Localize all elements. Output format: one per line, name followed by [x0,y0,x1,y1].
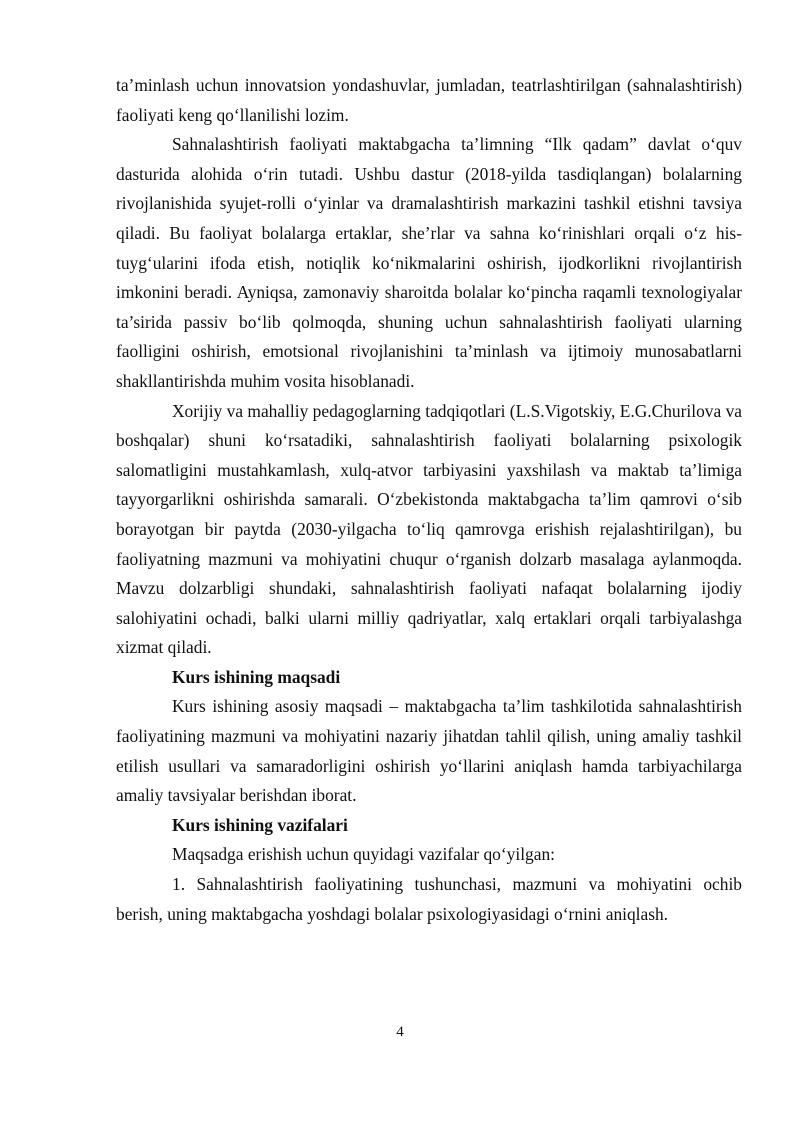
paragraph-research: Xorijiy va mahalliy pedagoglarning tadqiqotlari (L.S.Vigotskiy, E.G.Churilova va boshqalar) shuni ko‘rsatadiki, sahnalashtirish faoliyati bolalarning psixologik salomatligini mustahkamlash, xulq-atvor tarbiyasini yaxshilash va maktab ta’limiga tayyorgarlikni oshirishda samarali. O‘zbekistonda maktabgacha ta’lim qamrovi o‘sib borayotgan bir paytda (2030-yilgacha to‘liq qamrovga erishish rejalashtirilgan), bu faoliyatning mazmuni va mohiyatini chuqur o‘rganish dolzarb masalaga aylanmoqda. Mavzu dolzarbligi shundaki, sahnalashtirish faoliyati nafaqat bolalarning ijodiy salohiyatini ochadi, balki ularni milliy qadriyatlar, xalq ertaklari orqali tarbiyalashga xizmat qiladi. [116,400,742,658]
paragraph-program: Sahnalashtirish faoliyati maktabgacha ta’limning “Ilk qadam” davlat o‘quv dasturida alohida o‘rin tutadi. Ushbu dastur (2018-yilda tasdiqlangan) bolalarning rivojlanishida syujet-rolli o‘yinlar va dramalashtirish markazini tashkil etishni tavsiya qiladi. Bu faoliyat bolalarga ertaklar, she’rlar va sahna ko‘rinishlari orqali o‘z his-tuyg‘ularini ifoda etish, notiqlik ko‘nikmalarini oshirish, ijodkorlikni rivojlantirish imkonini beradi. Ayniqsa, zamonaviy sharoitda bolalar ko‘pincha raqamli texnologiyalar ta’sirida passiv bo‘lib qolmoqda, shuning uchun sahnalashtirish faoliyati ularning faolligini oshirish, emotsional rivojlanishini ta’minlash va ijtimoiy munosabatlarni shakllantirishda muhim vosita hisoblanadi. [116,134,742,391]
heading-goal: Kurs ishining maqsadi [172,666,341,687]
page-number: 4 [396,1024,404,1040]
heading-tasks: Kurs ishining vazifalari [172,814,348,835]
task-item-1: 1. Sahnalashtirish faoliyatining tushunchasi, mazmuni va mohiyatini ochib berish, uning maktabgacha yoshdagi bolalar psixologiyasidagi o‘rnini aniqlash. [116,874,742,924]
paragraph-goal: Kurs ishining asosiy maqsadi – maktabgacha ta’lim tashkilotida sahnalashtirish faoliyatining mazmuni va mohiyatini nazariy jihatdan tahlil qilish, uning amaliy tashkil etilish usullari va samaradorligini oshirish yo‘llarini aniqlash hamda tarbiyachilarga amaliy tavsiyalar berishdan iborat. [116,696,742,806]
document-page [116,71,742,929]
paragraph-continuation: ta’minlash uchun innovatsion yondashuvlar, jumladan, teatrlashtirilgan (sahnalashtirish) faoliyati keng qo‘llanilishi lozim. [116,75,742,125]
paragraph-tasks-intro: Maqsadga erishish uchun quyidagi vazifalar qo‘yilgan: [172,844,555,865]
